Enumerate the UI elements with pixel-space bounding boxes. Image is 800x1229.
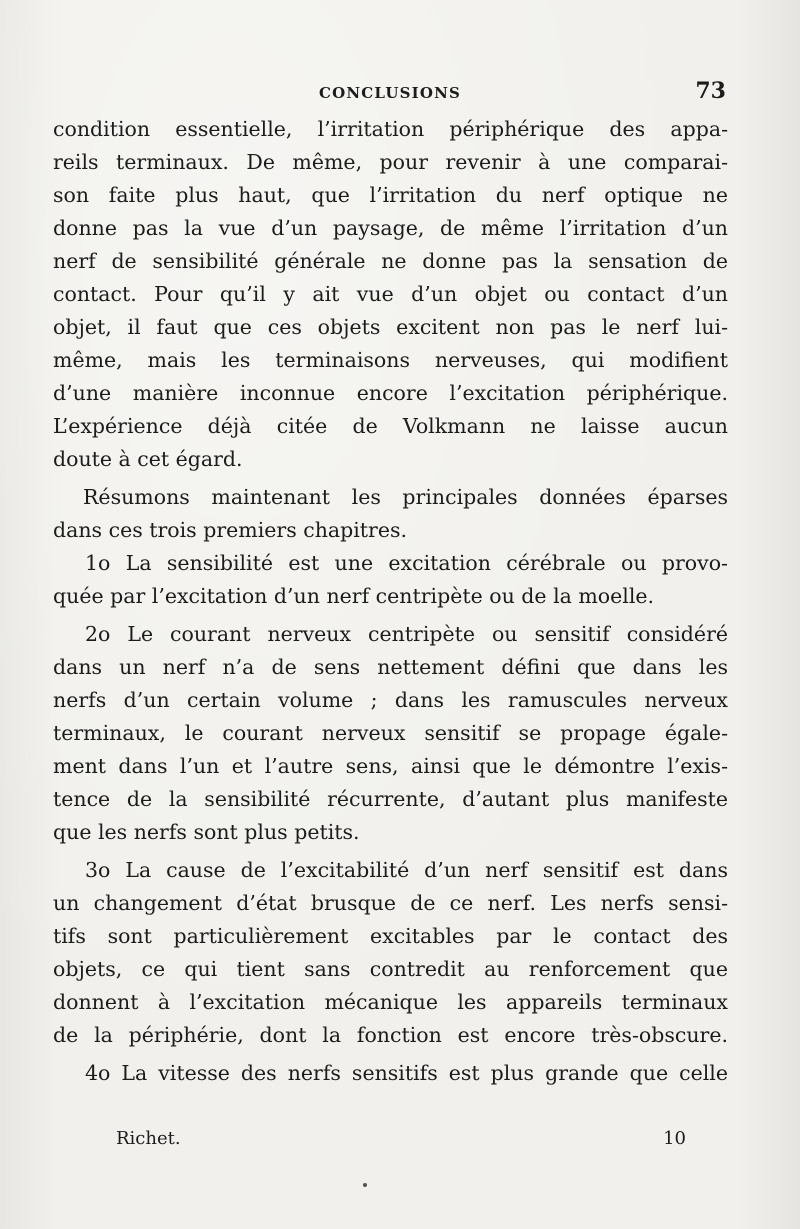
text-line: un changement d’état brusque de ce nerf. Les nerfs sensi-: [53, 891, 728, 915]
text-line: nerf de sensibilité générale ne donne pas la sensation de: [53, 249, 728, 273]
text-line: même, mais les terminaisons nerveuses, qui modifient: [53, 348, 728, 372]
text-line: reils terminaux. De même, pour revenir à une comparai-: [53, 150, 728, 174]
text-line: 2o Le courant nerveux centripète ou sensitif considéré: [85, 622, 728, 646]
text-line: L’expérience déjà citée de Volkmann ne laisse aucun: [53, 414, 728, 438]
text-line: tifs sont particulièrement excitables par le contact des: [53, 924, 728, 948]
body-text: [53, 113, 728, 1090]
page-footer: [116, 1128, 686, 1158]
signature-mark: Richet.: [116, 1128, 181, 1149]
text-line: terminaux, le courant nerveux sensitif se propage égale-: [53, 721, 728, 745]
page-header: [52, 78, 728, 108]
text-line: donnent à l’excitation mécanique les appareils terminaux: [53, 990, 728, 1014]
running-head: CONCLUSIONS: [318, 84, 462, 102]
text-line: ment dans l’un et l’autre sens, ainsi que le démontre l’exis-: [53, 754, 728, 778]
text-line: dans ces trois premiers chapitres.: [53, 518, 408, 542]
text-line: doute à cet égard.: [53, 447, 243, 471]
page-number: 73: [695, 78, 726, 104]
text-line: 3o La cause de l’excitabilité d’un nerf sensitif est dans: [85, 858, 728, 882]
text-line: Résumons maintenant les principales données éparses: [83, 485, 728, 509]
text-line: son faite plus haut, que l’irritation du nerf optique ne: [53, 183, 728, 207]
text-line: que les nerfs sont plus petits.: [53, 820, 360, 844]
text-line: contact. Pour qu’il y ait vue d’un objet ou contact d’un: [53, 282, 728, 306]
text-line: nerfs d’un certain volume ; dans les ramuscules nerveux: [53, 688, 728, 712]
text-line: condition essentielle, l’irritation périphérique des appa-: [53, 117, 728, 141]
text-line: 1o La sensibilité est une excitation cérébrale ou provo-: [85, 551, 728, 575]
text-line: objet, il faut que ces objets excitent non pas le nerf lui-: [53, 315, 728, 339]
sheet-number: 10: [663, 1128, 686, 1149]
text-line: tence de la sensibilité récurrente, d’autant plus manifeste: [53, 787, 728, 811]
text-line: donne pas la vue d’un paysage, de même l’irritation d’un: [53, 216, 728, 240]
text-line: objets, ce qui tient sans contredit au renforcement que: [53, 957, 728, 981]
text-line: de la périphérie, dont la fonction est encore très-obscure.: [53, 1023, 728, 1047]
text-line: dans un nerf n’a de sens nettement défini que dans les: [53, 655, 728, 679]
ink-speck: [363, 1183, 367, 1187]
text-line: 4o La vitesse des nerfs sensitifs est plus grande que celle: [85, 1061, 728, 1085]
text-line: d’une manière inconnue encore l’excitation périphérique.: [53, 381, 728, 405]
text-line: quée par l’excitation d’un nerf centripète ou de la moelle.: [53, 584, 655, 608]
